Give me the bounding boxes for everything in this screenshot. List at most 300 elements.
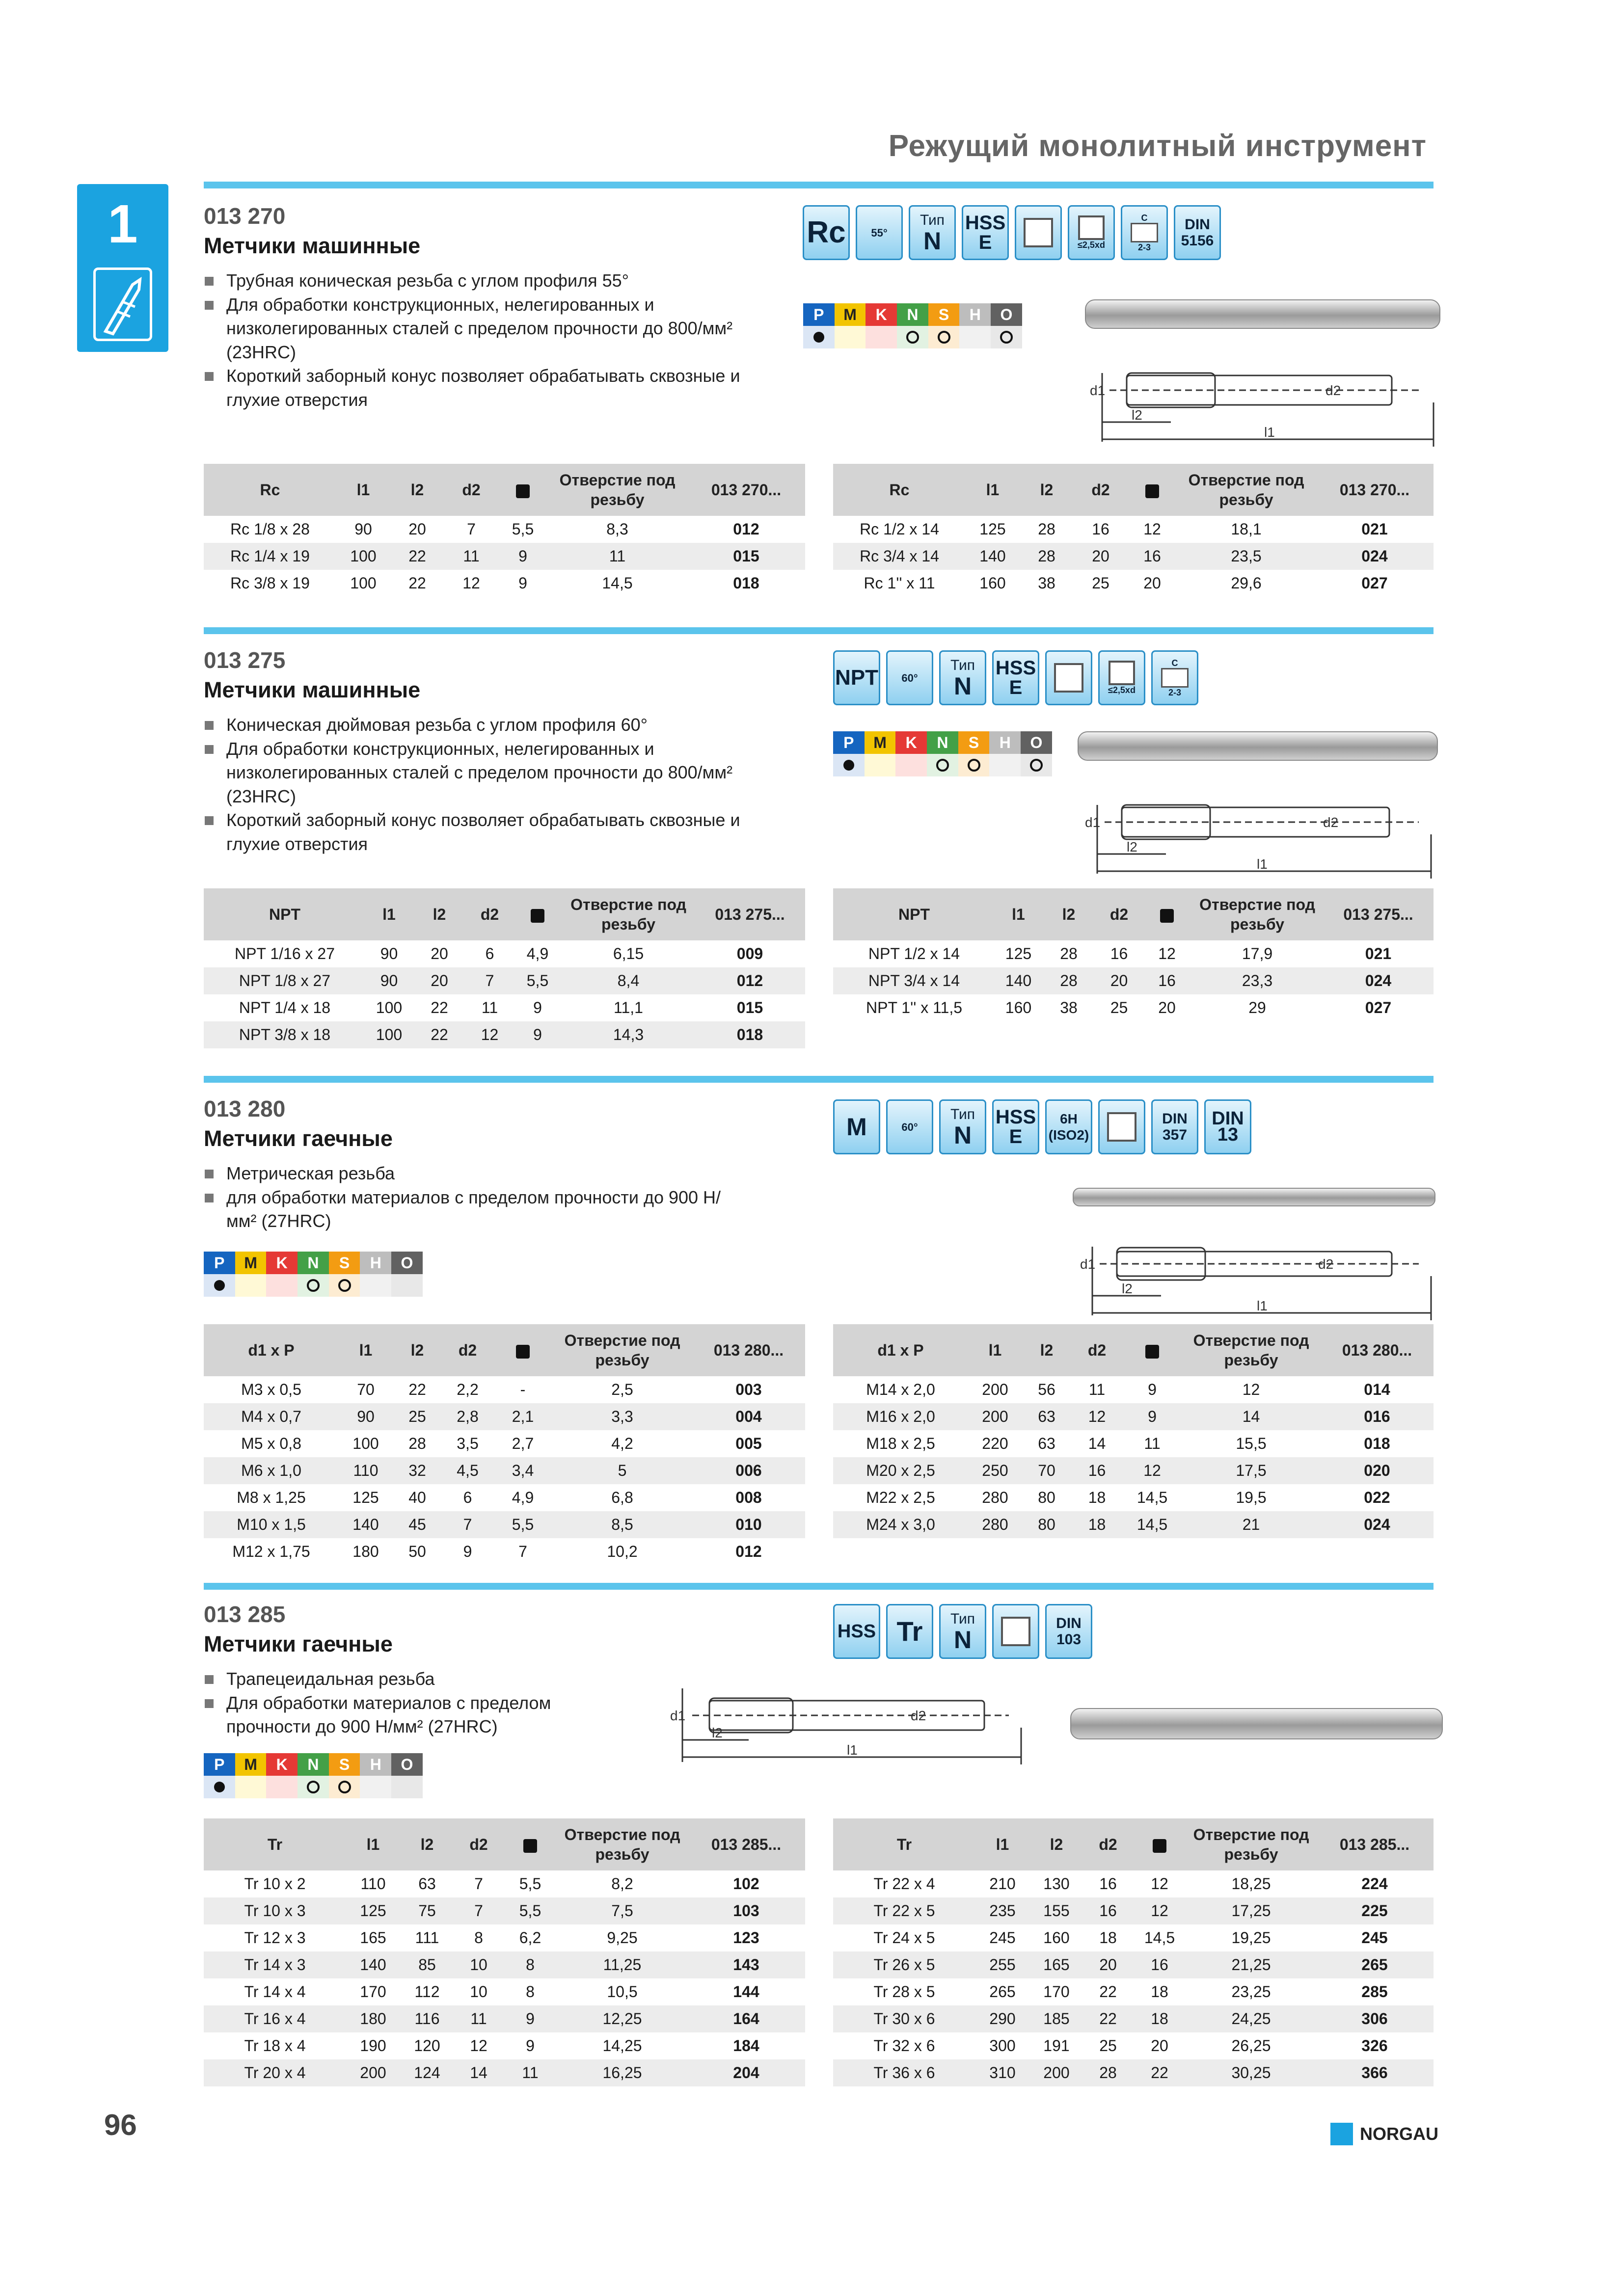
order-code-cell: 204 (687, 2059, 805, 2086)
col-header: l2 (1022, 1324, 1071, 1376)
order-code-cell: 005 (735, 1435, 762, 1452)
table-cell: 9 (498, 543, 547, 570)
order-code-cell: 012 (733, 520, 759, 538)
chapter-tab[interactable] (77, 184, 168, 352)
table-cell: 160 (1043, 1929, 1070, 1947)
table-cell: 6 (463, 1489, 472, 1506)
table-cell: 2,7 (512, 1435, 534, 1452)
hss-e-icon: HSS E (992, 650, 1039, 705)
order-code-cell: 184 (733, 2037, 759, 2055)
table-cell: 16,25 (557, 2059, 687, 2086)
table-cell: Rc 1/8 x 28 (230, 520, 310, 538)
table-cell: 16 (1110, 945, 1128, 962)
col-header: l1 (966, 464, 1020, 516)
spec-icons (833, 650, 1198, 705)
table-cell: 170 (360, 1983, 386, 2001)
table-cell: 14 (1182, 1403, 1321, 1430)
table-cell: 112 (414, 1983, 440, 2001)
order-code-cell: 123 (733, 1929, 759, 1947)
order-code-cell: 144 (733, 1983, 759, 2001)
material-k: K (266, 1252, 298, 1274)
table-cell: 19,5 (1236, 1489, 1267, 1506)
table-cell: 20 (1096, 967, 1142, 994)
col-header: 013 285... (1316, 1818, 1434, 1870)
chapter-number: 1 (108, 194, 138, 254)
table-cell: 50 (408, 1543, 426, 1560)
table-cell: 15,5 (1236, 1435, 1267, 1452)
page-number: 96 (104, 2109, 137, 2141)
table-cell: 12 (462, 574, 480, 592)
feature-item: для обработки материалов с пределом прочности до 900 Н/мм² (27HRC) (204, 1186, 744, 1233)
suitability-mark (266, 1776, 298, 1798)
table-cell: 8 (474, 1929, 483, 1947)
table-cell: 18,25 (1231, 1875, 1271, 1893)
table-cell: 4,9 (526, 945, 549, 962)
din-standard-icon: DIN 5156 (1174, 205, 1221, 260)
order-code-cell: 020 (1321, 1457, 1434, 1484)
table-cell: M16 x 2,0 (833, 1403, 968, 1430)
table-cell: 4,5 (442, 1457, 493, 1484)
table-cell: 14,5 (1136, 1489, 1168, 1506)
table-cell: 120 (414, 2037, 440, 2055)
table-cell: 245 (989, 1929, 1016, 1947)
dim-d1-label: d1 (1090, 383, 1106, 398)
material-m: M (865, 731, 896, 754)
table-cell: 17,5 (1182, 1457, 1321, 1484)
col-header: l2 (412, 888, 466, 940)
material-p: P (833, 731, 865, 754)
table-cell: 70 (1022, 1457, 1071, 1484)
table-cell: 30,25 (1187, 2059, 1316, 2086)
table-cell: 200 (968, 1403, 1022, 1430)
material-k: K (866, 303, 897, 326)
table-cell: 7 (454, 1897, 503, 1924)
table-row (833, 516, 1434, 543)
table-row (833, 1897, 1434, 1924)
col-header: 013 270... (687, 464, 805, 516)
table-cell: 12 (1123, 1457, 1182, 1484)
material-s: S (958, 731, 990, 754)
table-cell: Tr 10 x 2 (244, 1875, 306, 1893)
order-code-cell: 143 (687, 1951, 805, 1978)
table-cell: Tr 30 x 6 (833, 2005, 975, 2032)
order-code-cell: 024 (1321, 1511, 1434, 1538)
table-cell: M8 x 1,25 (237, 1489, 306, 1506)
table-row (204, 2032, 805, 2059)
table-row (833, 1403, 1434, 1430)
material-group-table (204, 1252, 423, 1297)
table-cell: NPT 1'' x 11,5 (866, 999, 962, 1016)
table-row (204, 1457, 805, 1484)
table-cell: 2,5 (611, 1381, 633, 1398)
order-code-cell: 164 (687, 2005, 805, 2032)
table-cell: 26,25 (1231, 2037, 1271, 2055)
material-group-table (833, 731, 1052, 776)
table-row (204, 967, 805, 994)
table-cell: 28 (1020, 543, 1074, 570)
table-cell: Tr 18 x 4 (244, 2037, 306, 2055)
type-n-icon: Тип N (939, 1604, 986, 1659)
col-header: l1 (968, 1324, 1022, 1376)
table-cell: 250 (968, 1457, 1022, 1484)
order-code-cell: 225 (1316, 1897, 1434, 1924)
table-cell: 14,5 (1123, 1511, 1182, 1538)
suitability-mark (235, 1274, 267, 1297)
table-row (204, 1870, 805, 1897)
table-cell: 29,6 (1231, 574, 1262, 592)
table-cell: 6,2 (519, 1929, 541, 1947)
section-title: Метчики гаечные (204, 1126, 393, 1151)
table-cell: 12 (466, 1021, 513, 1048)
order-code-cell: 021 (1365, 945, 1392, 962)
table-cell: 7 (442, 1511, 493, 1538)
table-row (833, 994, 1434, 1021)
table-cell: Tr 24 x 5 (873, 1929, 935, 1947)
col-header: l1 (995, 888, 1042, 940)
table-cell: 11 (547, 543, 687, 570)
table-cell: 16 (1099, 1875, 1117, 1893)
col-header: d2 (1071, 1324, 1123, 1376)
feature-list (204, 1667, 596, 1739)
table-row (833, 1511, 1434, 1538)
material-s: S (329, 1252, 360, 1274)
thread-angle-label: 55° (871, 226, 888, 239)
table-cell: 80 (1022, 1511, 1071, 1538)
suitability-mark (865, 754, 896, 776)
tap-dimension-drawing (1070, 1227, 1434, 1325)
table-cell: 11 (444, 543, 498, 570)
table-cell: 6,15 (613, 945, 644, 962)
spec-table-left (204, 1818, 805, 2086)
metric-thread-icon: M (833, 1099, 880, 1154)
table-cell: 235 (975, 1897, 1029, 1924)
table-cell: M10 x 1,5 (204, 1511, 339, 1538)
tap-photo (1085, 299, 1440, 329)
order-code-cell: 024 (1316, 543, 1434, 570)
din-standard-icon: DIN 357 (1151, 1099, 1198, 1154)
material-m: M (235, 1753, 267, 1776)
table-row (833, 1978, 1434, 2005)
table-cell: 63 (1022, 1403, 1071, 1430)
table-cell: 23,3 (1191, 967, 1323, 994)
page-header-title: Режущий монолитный инструмент (888, 129, 1427, 163)
material-group-table (204, 1753, 423, 1798)
table-cell: M12 x 1,75 (232, 1543, 310, 1560)
col-header: l2 (390, 464, 444, 516)
table-cell: 14,3 (562, 1021, 695, 1048)
table-cell: 28 (408, 1435, 426, 1452)
order-code-cell: 018 (1364, 1435, 1390, 1452)
table-cell: 38 (1060, 999, 1078, 1016)
col-header: NPT (833, 888, 995, 940)
table-cell: 7 (518, 1543, 527, 1560)
table-cell: 8,5 (552, 1511, 692, 1538)
table-row (833, 1457, 1434, 1484)
table-cell: 28 (1060, 945, 1078, 962)
col-header: l2 (393, 1324, 442, 1376)
table-cell: 5,5 (519, 1875, 541, 1893)
table-cell: 2,2 (457, 1381, 479, 1398)
table-cell: 265 (989, 1983, 1016, 2001)
table-cell: 18 (1099, 1929, 1117, 1947)
suitability-mark (1021, 754, 1052, 776)
table-cell: 300 (989, 2037, 1016, 2055)
material-o: O (391, 1753, 423, 1776)
thread-angle-icon (856, 205, 903, 260)
table-cell: 7,5 (557, 1897, 687, 1924)
table-row (833, 2032, 1434, 2059)
table-row (204, 1484, 805, 1511)
col-header: l2 (1042, 888, 1096, 940)
table-cell: Tr 16 x 4 (204, 2005, 346, 2032)
table-cell: 9 (503, 2005, 557, 2032)
spec-table-right (833, 888, 1434, 1021)
table-row (204, 1376, 805, 1403)
suitability-mark (391, 1274, 423, 1297)
table-cell: 100 (350, 574, 377, 592)
suitability-mark (298, 1274, 329, 1297)
material-p: P (803, 303, 835, 326)
table-cell: 100 (376, 999, 403, 1016)
type-n-icon: Тип N (909, 205, 956, 260)
table-row (204, 1897, 805, 1924)
table-cell: 100 (352, 1435, 379, 1452)
table-cell: 20 (408, 520, 426, 538)
tolerance-6h-icon: 6H (ISO2) (1045, 1099, 1092, 1154)
col-header: d2 (444, 464, 498, 516)
table-cell: 8 (503, 1951, 557, 1978)
col-header: Отверстие под резьбу (1177, 464, 1316, 516)
suitability-mark (204, 1274, 235, 1297)
table-cell: 16 (1092, 520, 1109, 538)
table-cell: 38 (1038, 574, 1055, 592)
table-cell: Tr 22 x 5 (833, 1897, 975, 1924)
material-o: O (391, 1252, 423, 1274)
table-cell: 5,5 (512, 520, 534, 538)
order-code-cell: 006 (692, 1457, 805, 1484)
thread-angle-label: 60° (901, 1121, 918, 1133)
table-cell: M14 x 2,0 (866, 1381, 935, 1398)
material-n: N (298, 1753, 329, 1776)
table-cell: 12 (1133, 1897, 1187, 1924)
suitability-mark (958, 754, 990, 776)
thread-angle-icon (886, 650, 933, 705)
table-cell: 9 (1148, 1381, 1157, 1398)
square-size-header (498, 464, 547, 516)
table-cell: 7 (467, 520, 476, 538)
table-cell: 155 (1029, 1897, 1083, 1924)
square-size-header (513, 888, 562, 940)
feature-list (204, 269, 744, 412)
col-header: l1 (346, 1818, 400, 1870)
col-header: Отверстие под резьбу (1182, 1324, 1321, 1376)
section-title: Метчики гаечные (204, 1631, 393, 1656)
table-cell: 11 (1088, 1381, 1106, 1398)
table-cell: NPT 1/4 x 18 (239, 999, 331, 1016)
table-cell: 25 (393, 1403, 442, 1430)
table-row (833, 2059, 1434, 2086)
feature-item: Трубная коническая резьба с углом профиля 55° (204, 269, 744, 293)
square-size-header (1128, 464, 1177, 516)
table-cell: 40 (408, 1489, 426, 1506)
thread-angle-label: 60° (901, 671, 918, 684)
din-standard-icon: DIN 13 (1204, 1099, 1251, 1154)
brand-name: NORGAU (1360, 2124, 1438, 2144)
table-cell: NPT 3/4 x 14 (833, 967, 995, 994)
table-cell: 75 (400, 1897, 454, 1924)
table-cell: 290 (975, 2005, 1029, 2032)
table-cell: 180 (346, 2005, 400, 2032)
table-cell: 191 (1043, 2037, 1070, 2055)
feature-list (204, 1162, 744, 1233)
hss-icon: HSS (833, 1604, 880, 1659)
table-row (833, 1951, 1434, 1978)
col-header: d2 (1074, 464, 1128, 516)
table-cell: 28 (1042, 967, 1096, 994)
col-header: 013 270... (1316, 464, 1434, 516)
table-cell: 19,25 (1231, 1929, 1271, 1947)
table-cell: 200 (1029, 2059, 1083, 2086)
feature-item: Короткий заборный конус позволяет обрабатывать сквозные и глухие отверстия (204, 808, 744, 856)
tap-dimension-drawing (1080, 353, 1438, 452)
drill-icon (93, 267, 152, 341)
col-header: 013 285... (687, 1818, 805, 1870)
table-cell: 14 (1088, 1435, 1106, 1452)
table-cell: 170 (1043, 1983, 1070, 2001)
square-size-header (503, 1818, 557, 1870)
table-cell: 9 (518, 574, 527, 592)
table-row (204, 1511, 805, 1538)
table-cell: 18 (1088, 1489, 1106, 1506)
table-row (833, 967, 1434, 994)
feature-item: Для обработки конструкционных, нелегированных и низколегированных сталей с пределом прочности до 800/мм² (23HRC) (204, 737, 744, 809)
table-cell: 140 (339, 1511, 393, 1538)
col-header: Отверстие под резьбу (547, 464, 687, 516)
table-cell: 16 (1142, 967, 1191, 994)
table-cell: 220 (982, 1435, 1008, 1452)
table-row (204, 1430, 805, 1457)
table-cell: 11 (454, 2005, 503, 2032)
table-cell: 32 (393, 1457, 442, 1484)
section-divider (204, 1076, 1434, 1083)
table-cell: 45 (393, 1511, 442, 1538)
dim-d1-label: d1 (670, 1708, 686, 1723)
table-cell: 23,25 (1231, 1983, 1271, 2001)
chamfer-form-icon: C 2-3 (1151, 650, 1198, 705)
suitability-mark (897, 326, 928, 348)
col-header: l2 (1020, 464, 1074, 516)
table-row (204, 994, 805, 1021)
square-size-header (1142, 888, 1191, 940)
table-cell: 12 (470, 2037, 487, 2055)
order-code-cell: 102 (733, 1875, 759, 1893)
blind-hole-icon: ≤2,5xd (1068, 205, 1115, 260)
col-header: d2 (1096, 888, 1142, 940)
table-cell: 20 (431, 945, 448, 962)
table-cell: 2,1 (493, 1403, 552, 1430)
table-cell: 16 (1071, 1457, 1123, 1484)
table-cell: 100 (336, 543, 390, 570)
suitability-mark (959, 326, 991, 348)
table-cell: 3,4 (493, 1457, 552, 1484)
table-cell: - (520, 1381, 526, 1398)
table-cell: 28 (1038, 520, 1055, 538)
tap-dimension-drawing (1075, 785, 1438, 883)
col-header: d1 x P (833, 1324, 968, 1376)
table-cell: Tr 28 x 5 (873, 1983, 935, 2001)
tap-photo (1073, 1188, 1435, 1206)
table-cell: Rc 1/2 x 14 (860, 520, 939, 538)
material-h: H (959, 303, 991, 326)
table-cell: 8 (526, 1983, 535, 2001)
through-hole-icon (1098, 1099, 1145, 1154)
feature-item: Коническая дюймовая резьба с углом профиля 60° (204, 713, 744, 737)
table-cell: 125 (1005, 945, 1032, 962)
material-s: S (928, 303, 960, 326)
feature-item: Короткий заборный конус позволяет обрабатывать сквозные и глухие отверстия (204, 364, 744, 412)
table-cell: 12 (1071, 1403, 1123, 1430)
trapezoidal-thread-icon: Tr (886, 1604, 933, 1659)
table-cell: 22 (1099, 1983, 1117, 2001)
col-header: Отверстие под резьбу (1187, 1818, 1316, 1870)
col-header: l2 (1029, 1818, 1083, 1870)
table-cell: 22 (1133, 2059, 1187, 2086)
table-cell: 280 (968, 1511, 1022, 1538)
table-cell: M20 x 2,5 (833, 1457, 968, 1484)
order-code-cell: 012 (735, 1543, 762, 1560)
table-cell: 160 (1005, 999, 1032, 1016)
header-underline (204, 182, 1434, 188)
table-cell: 17,9 (1242, 945, 1273, 962)
table-cell: 70 (357, 1381, 375, 1398)
table-cell: 2,8 (442, 1403, 493, 1430)
order-code-cell: 016 (1321, 1403, 1434, 1430)
table-cell: 10 (470, 1983, 487, 2001)
order-code-cell: 027 (1361, 574, 1388, 592)
table-cell: 56 (1038, 1381, 1055, 1398)
material-o: O (1021, 731, 1052, 754)
table-cell: 11,1 (614, 999, 643, 1016)
table-cell: 125 (346, 1897, 400, 1924)
brand-logo (1330, 2123, 1438, 2145)
din-standard-icon: DIN 103 (1045, 1604, 1092, 1659)
table-cell: M18 x 2,5 (866, 1435, 935, 1452)
material-h: H (989, 731, 1021, 754)
table-cell: M5 x 0,8 (241, 1435, 301, 1452)
table-cell: 200 (346, 2059, 400, 2086)
table-row (833, 1376, 1434, 1403)
col-header: NPT (204, 888, 366, 940)
col-header: l1 (336, 464, 390, 516)
table-cell: 9 (533, 999, 542, 1016)
table-cell: 8,3 (606, 520, 628, 538)
table-cell: Tr 12 x 3 (244, 1929, 306, 1947)
square-size-header (1123, 1324, 1182, 1376)
col-header: Tr (833, 1818, 975, 1870)
type-n-icon: Тип N (939, 650, 986, 705)
dim-d1-label: d1 (1080, 1256, 1096, 1272)
table-cell: 200 (982, 1381, 1008, 1398)
table-cell: 6,8 (611, 1489, 633, 1506)
table-cell: M22 x 2,5 (866, 1489, 935, 1506)
table-cell: 29 (1248, 999, 1266, 1016)
table-cell: 11,25 (557, 1951, 687, 1978)
table-cell: 12 (1151, 1875, 1168, 1893)
material-n: N (897, 303, 928, 326)
table-row (204, 1021, 805, 1048)
table-cell: 9 (1123, 1403, 1182, 1430)
col-header: l2 (400, 1818, 454, 1870)
